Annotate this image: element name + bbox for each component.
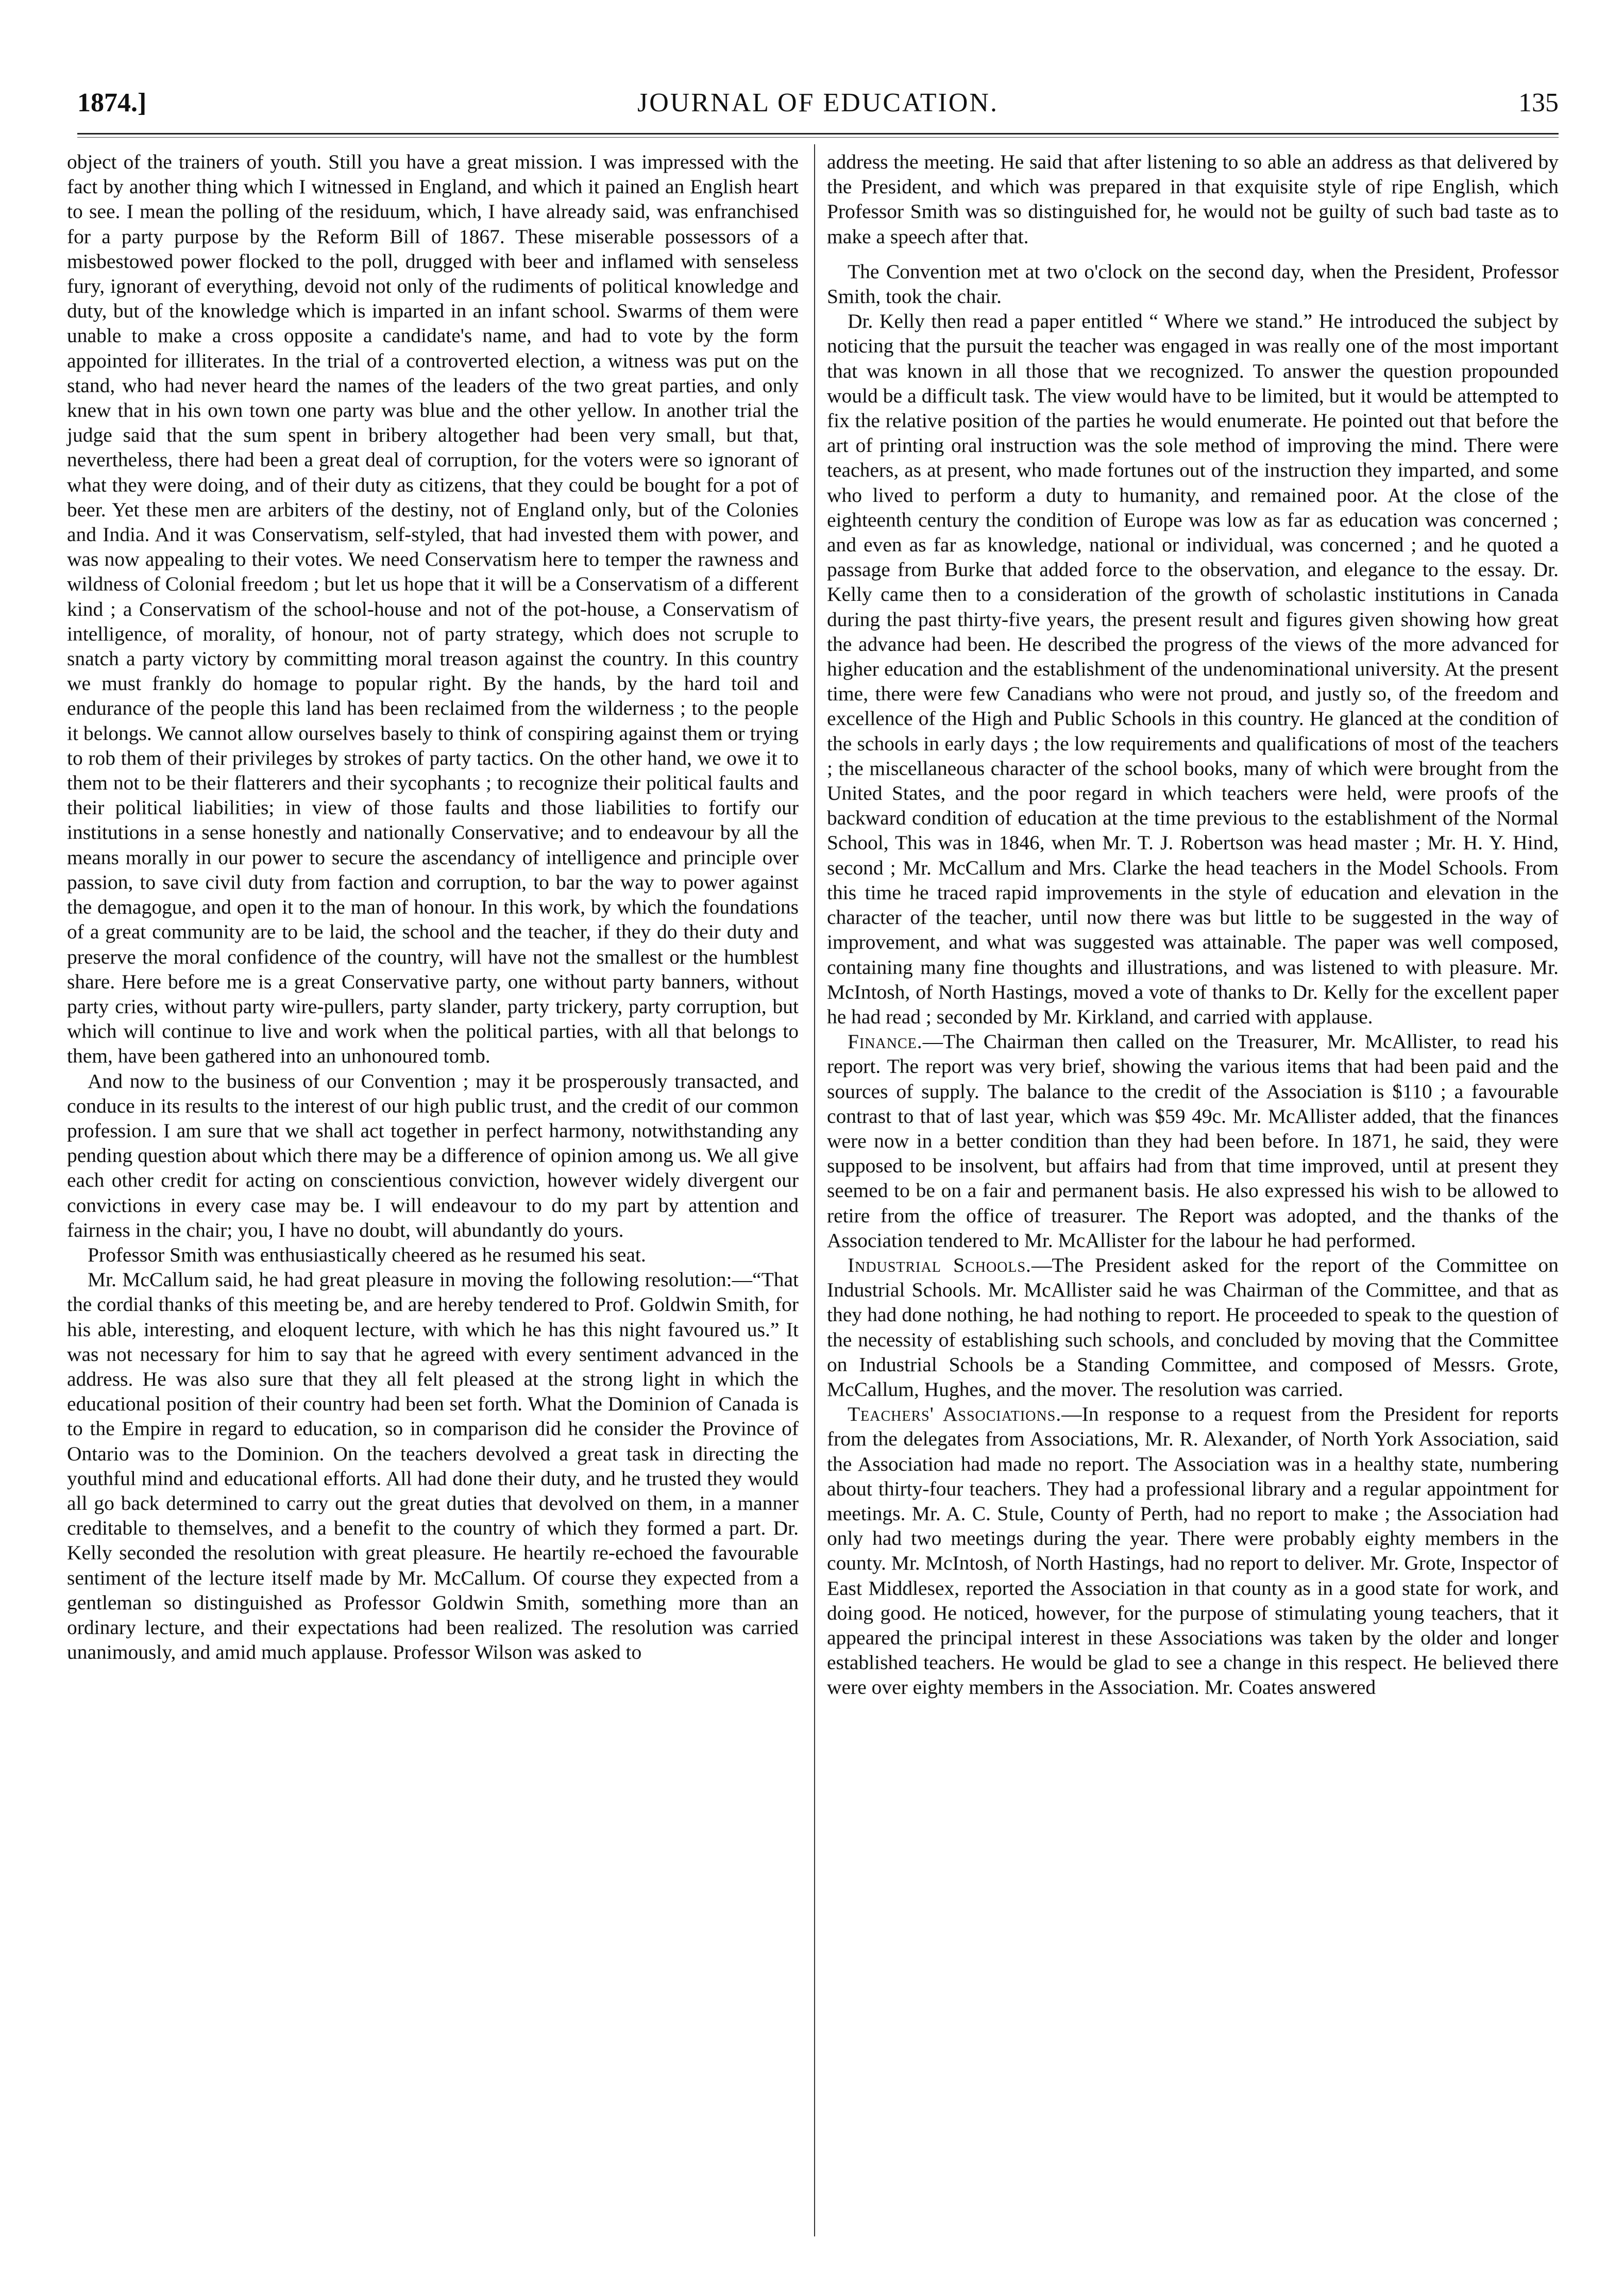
page-header	[77, 88, 1559, 129]
right-column	[827, 149, 1559, 1700]
section-text: —The President asked for the report of the Committee on Industrial Schools. Mr. McAllister said he was Chairman of the Committee, and that as they had done nothing, he had nothing to report. He proceeded to speak to the question of the necessity of establishing such schools, and concluded by moving that the Committee on Industrial Schools be a Standing Committee, and composed of Messrs. Grote, McCallum, Hughes, and the mover. The resolution was carried.	[827, 1253, 1559, 1401]
section-heading: Finance.	[848, 1030, 923, 1053]
industrial-schools-section	[827, 1253, 1559, 1402]
paragraph: The Convention met at two o'clock on the second day, when the President, Professor Smith, took the chair.	[827, 260, 1559, 308]
paragraph: object of the trainers of youth. Still you have a great mission. I was impressed with the fact by another thing which I witnessed in England, and which it pained an English heart to see. I mean the polling of the residuum, which, I have already said, was enfranchised for a party purpose by the Reform Bill of 1867. These miserable possessors of a misbestowed power flocked to the poll, drugged with beer and inflamed with senseless fury, ignorant of everything, devoid not only of the rudiments of political knowledge and duty, but of the knowledge which is imparted in an infant school. Swarms of them were unable to make a cross opposite a candidate's name, and had to vote by the form appointed for illiterates. In the trial of a controverted election, a witness was put on the stand, who had never heard the names of the leaders of the two great parties, and only knew that in his own town one party was blue and the other yellow. In another trial the judge said that the sum spent in bribery altogether had been very small, but that, nevertheless, there had been a great deal of corruption, for the voters were so ignorant of what they were doing, and of their duty as citizens, that they could be bought for a pot of beer. Yet these men are arbiters of the destiny, not of England only, but of the Colonies and India. And it was Conservatism, self-styled, that had invested them with power, and was now appealing to their votes. We need Conservatism here to temper the rawness and wildness of Colonial freedom ; but let us hope that it will be a Conservatism of a different kind ; a Conservatism of the school-house and not of the pot-house, a Conservatism of intelligence, of morality, of honour, not of party strategy, which does not scruple to snatch a party victory by committing moral treason against the country. In this country we must frankly do homage to popular right. By the hands, by the hard toil and endurance of the people this land has been reclaimed from the wilderness ; to the people it belongs. We cannot allow ourselves basely to think of conspiring against them or trying to rob them of their privileges by strokes of party tactics. On the other hand, we owe it to them not to be their flatterers and their sycophants ; to recognize their political faults and their political liabilities; in view of those faults and those liabilities to fortify our institutions in a sense honestly and nationally Conservative; and to endeavour by all the means morally in our power to secure the ascendancy of intelligence and principle over passion, to save civil duty from faction and corruption, to bar the way to power against the demagogue, and open it to the man of honour. In this work, by which the foundations of a great community are to be laid, the school and the teacher, if they do their duty and preserve the moral confidence of the country, will have not the smallest or the humblest share. Here before me is a great Conservative party, one without party banners, without party cries, without party wire-pullers, party slander, party trickery, party corruption, but which will continue to live and work when the political parties, with all that belongs to them, have been gathered into an unhonoured tomb.	[67, 150, 799, 1068]
section-text: —In response to a request from the President for reports from the delegates from Associations, Mr. R. Alexander, of North York Association, said the Association had made no report. The Association was in a healthy state, numbering about thirty-four teachers. They had a professional library and a regular appointment for meetings. Mr. A. C. Stule, County of Perth, had no report to make ; the Association had only had two meetings during the year. There were probably eighty members in the county. Mr. McIntosh, of North Hastings, had no report to deliver. Mr. Grote, Inspector of East Middlesex, reported the Association in that county as in a good state for work, and doing good. He noticed, however, for the purpose of stimulating young teachers, that it appeared the principal interest in these Associations was taken by the older and longer established teachers. He would be glad to see a change in this respect. He believed there were over eighty members in the Association. Mr. Coates answered	[827, 1403, 1559, 1699]
column-divider	[814, 144, 815, 2236]
teachers-associations-section	[827, 1402, 1559, 1699]
paragraph: Mr. McCallum said, he had great pleasure in moving the following resolution:—“That the cordial thanks of this meeting be, and are hereby tendered to Prof. Goldwin Smith, for his able, interesting, and eloquent lecture, with which he has this night favoured us.” It was not necessary for him to say that he agreed with every sentiment advanced in the address. He was also sure that they all felt pleased at the strong light in which the educational position of their country had been set forth. What the Dominion of Canada is to the Empire in regard to education, so in comparison did he consider the Province of Ontario was to the Dominion. On the teachers devolved a great task in directing the youthful mind and educational efforts. All had done their duty, and he trusted they would all go back determined to carry out the great duties that devolved on them, in a manner creditable to themselves, and a benefit to the country of which they formed a part. Dr. Kelly seconded the resolution with great pleasure. He heartily re-echoed the favourable sentiment of the lecture itself made by Mr. McCallum. Of course they expected from a gentleman so distinguished as Professor Goldwin Smith, something more than an ordinary lecture, and their expectations had been realized. The resolution was carried unanimously, and amid much applause. Professor Wilson was asked to	[67, 1268, 799, 1664]
paragraph: And now to the business of our Convention ; may it be prosperously transacted, and conduce in its results to the interest of our high public trust, and the credit of our common profession. I am sure that we shall act together in perfect harmony, notwithstanding any pending question about which there may be a difference of opinion among us. We all give each other credit for acting on conscientious conviction, however widely divergent our convictions in every case may be. I will endeavour to do my part by attention and fairness in the chair; you, I have no doubt, will abundantly do yours.	[67, 1069, 799, 1241]
header-year: 1874.]	[77, 88, 147, 117]
paragraph: Professor Smith was enthusiastically cheered as he resumed his seat.	[88, 1243, 646, 1266]
paragraph: address the meeting. He said that after listening to so able an address as that delivered by the President, and which was prepared in that exquisite style of ripe English, which Professor Smith was so distinguished for, he would not be guilty of such bad taste as to make a speech after that.	[827, 150, 1559, 248]
section-text: —The Chairman then called on the Treasurer, Mr. McAllister, to read his report. The report was very brief, showing the various items that had been paid and the sources of supply. The balance to the credit of the Association is $110 ; a favourable contrast to that of last year, which was $59 49c. Mr. McAllister added, that the finances were now in a better condition than they had been before. In 1871, he said, they were supposed to be insolvent, but affairs had from that time improved, until at present they seemed to be on a fair and permanent basis. He also expressed his wish to be allowed to retire from the office of treasurer. The Report was adopted, and the thanks of the Association tendered to Mr. McAllister for the labour he had performed.	[827, 1030, 1559, 1252]
paragraph: Dr. Kelly then read a paper entitled “ Where we stand.” He introduced the subject by noticing that the pursuit the teacher was engaged in was really one of the most important that was known in all those that we recognized. To answer the question propounded would be a difficult task. The view would have to be limited, but it would be attempted to fix the relative position of the parties he would enumerate. He pointed out that before the art of printing oral instruction was the sole method of improving the mind. There were teachers, as at present, who made fortunes out of the instruction they imparted, and some who lived to perform a duty to humanity, and remained poor. At the close of the eighteenth century the condition of Europe was low as far as education was concerned ; and even as far as knowledge, national or individual, was concerned ; and he quoted a passage from Burke that added force to the observation, and elegance to the essay. Dr. Kelly came then to a consideration of the growth of scholastic institutions in Canada during the past thirty-five years, the present result and figures given showing how great the advance had been. He described the progress of the views of the more advanced for higher education and the establishment of the undenominational university. At the present time, there were few Canadians who were not proud, and justly so, of the freedom and excellence of the High and Public Schools in this country. He glanced at the condition of the schools in early days ; the low requirements and qualifications of most of the teachers ; the miscellaneous character of the school books, many of which were brought from the United States, and the poor regard in which teachers were held, were proofs of the backward condition of education at the time previous to the establishment of the Normal School, This was in 1846, when Mr. T. J. Robertson was head master ; Mr. H. Y. Hind, second ; Mr. McCallum and Mrs. Clarke the head teachers in the Model Schools. From this time he traced rapid improvements in the style of education and elevation in the character of the teacher, until now there was but little to be suggested in the way of improvement, and what was suggested was attainable. The paper was well composed, containing many fine thoughts and illustrations, and was listened to with pleasure. Mr. McIntosh, of North Hastings, moved a vote of thanks to Dr. Kelly for the excellent paper he had read ; seconded by Mr. Kirkland, and carried with applause.	[827, 310, 1559, 1028]
left-column	[67, 149, 799, 1664]
section-heading: Teachers' Associations.	[848, 1403, 1062, 1426]
header-rule-thin	[77, 137, 1559, 138]
page-number: 135	[1518, 88, 1559, 117]
finance-section	[827, 1029, 1559, 1253]
header-rule	[77, 133, 1559, 134]
section-heading: Industrial Schools.	[848, 1253, 1031, 1276]
journal-title: JOURNAL OF EDUCATION.	[637, 88, 999, 117]
